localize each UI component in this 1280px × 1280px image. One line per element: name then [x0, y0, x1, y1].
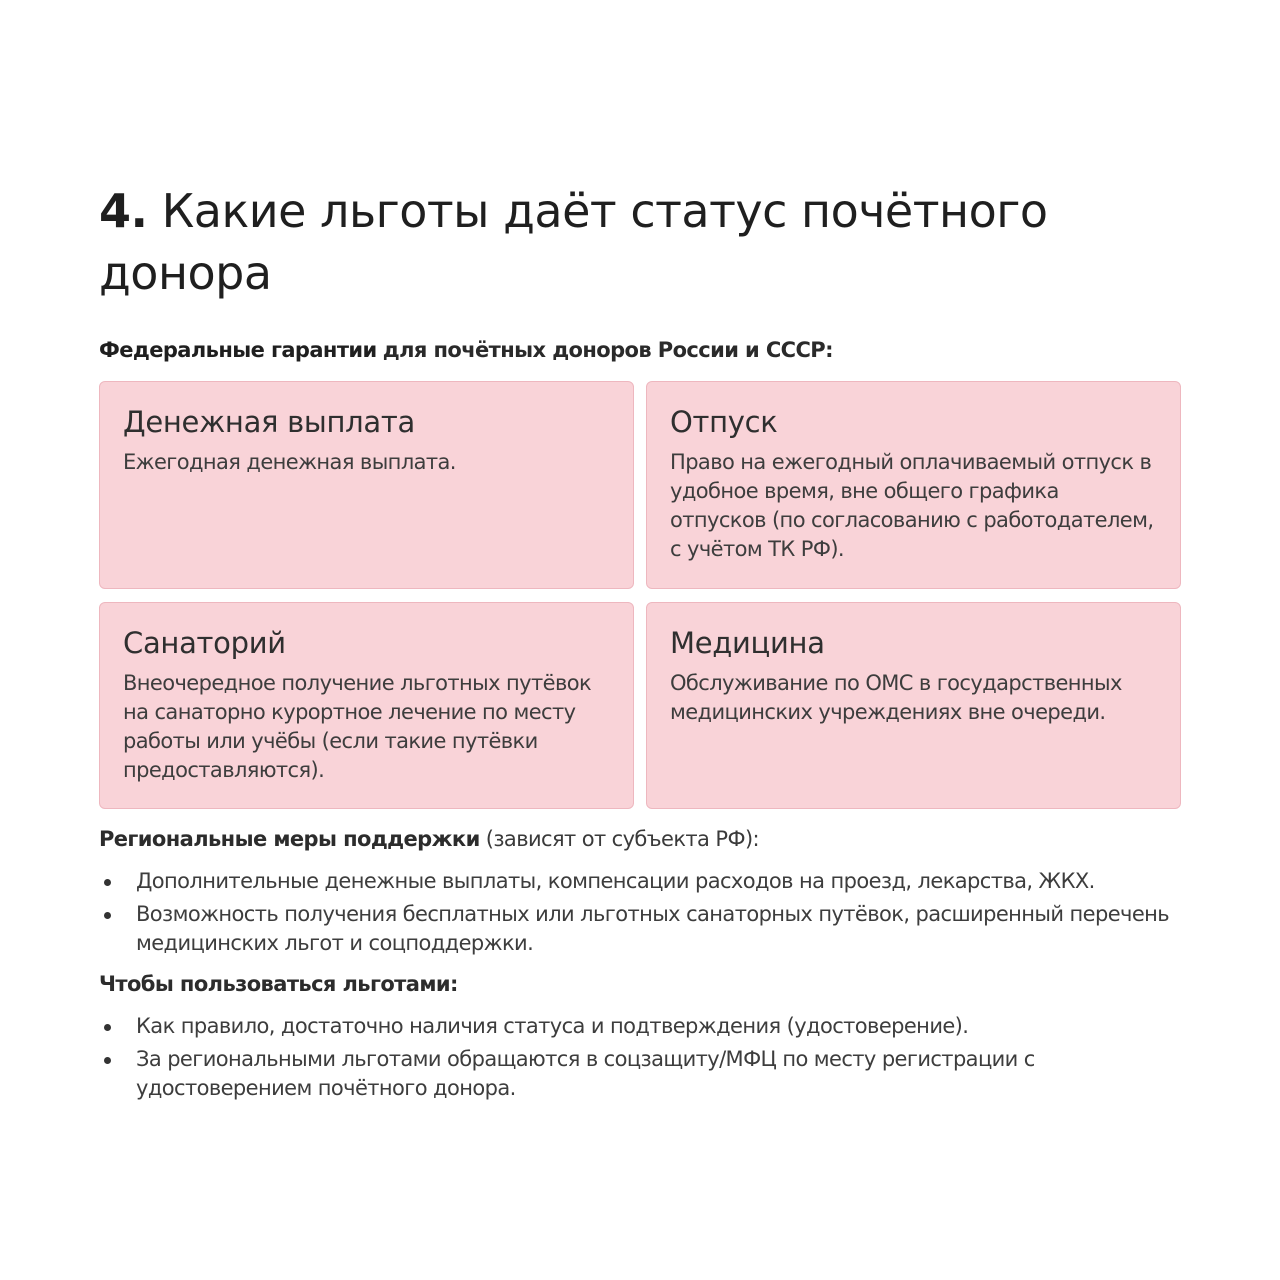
benefit-card-title: Отпуск [670, 405, 778, 439]
section-title: Какие льготы даёт статус почётного донора [99, 184, 1048, 300]
benefit-card-title: Медицина [670, 626, 825, 660]
benefit-card-sanatorium [99, 602, 634, 809]
federal-guarantees-heading [99, 336, 1181, 364]
benefit-cards-grid [99, 381, 1181, 809]
page-content [99, 180, 1181, 1107]
list-item-text: Как правило, достаточно наличия статуса и подтверждения (удостоверение). [136, 1014, 969, 1038]
bullet-icon [104, 1024, 111, 1031]
benefit-card-text: Право на ежегодный оплачиваемый отпуск в удобное время, вне общего графика отпусков (по согласованию с работодателем, с учётом ТК РФ). [670, 450, 1154, 561]
benefit-card-payment [99, 381, 634, 589]
regional-support-list [99, 867, 1181, 958]
regional-label-rest: (зависят от субъекта РФ): [485, 827, 760, 851]
list-item [99, 1012, 1181, 1041]
benefit-card-text: Обслуживание по ОМС в государственных медицинских учреждениях вне очереди. [670, 671, 1122, 724]
list-item-text: Дополнительные денежные выплаты, компенсации расходов на проезд, лекарства, ЖКХ. [136, 869, 1095, 893]
usage-list [99, 1012, 1181, 1103]
benefit-card-medicine [646, 602, 1181, 809]
regional-support-heading [99, 825, 1181, 853]
federal-label-rest: для почётных доноров России и СССР: [382, 338, 833, 362]
bullet-icon [104, 1057, 111, 1064]
benefit-card-title: Санаторий [123, 626, 286, 660]
bullet-icon [104, 912, 111, 919]
regional-label-bold: Региональные меры поддержки [99, 827, 480, 851]
federal-label-bold: Федеральные гарантии [99, 338, 377, 362]
list-item-text: Возможность получения бесплатных или льготных санаторных путёвок, расширенный перечень медицинских льгот и соцподдержки. [136, 902, 1170, 955]
page-title [99, 180, 1181, 304]
benefit-card-text: Ежегодная денежная выплата. [123, 450, 456, 474]
list-item [99, 1045, 1181, 1103]
usage-heading [99, 970, 1181, 998]
benefit-card-text: Внеочередное получение льготных путёвок на санаторно курортное лечение по месту работы или учёбы (если такие путёвки предоставляются). [123, 671, 592, 782]
benefit-card-title: Денежная выплата [123, 405, 415, 439]
list-item [99, 900, 1181, 958]
section-number: 4. [99, 184, 148, 238]
list-item-text: За региональными льготами обращаются в соцзащиту/МФЦ по месту регистрации с удостоверением почётного донора. [136, 1047, 1035, 1100]
list-item [99, 867, 1181, 896]
bullet-icon [104, 879, 111, 886]
benefit-card-vacation [646, 381, 1181, 589]
usage-label-bold: Чтобы пользоваться льготами: [99, 972, 458, 996]
